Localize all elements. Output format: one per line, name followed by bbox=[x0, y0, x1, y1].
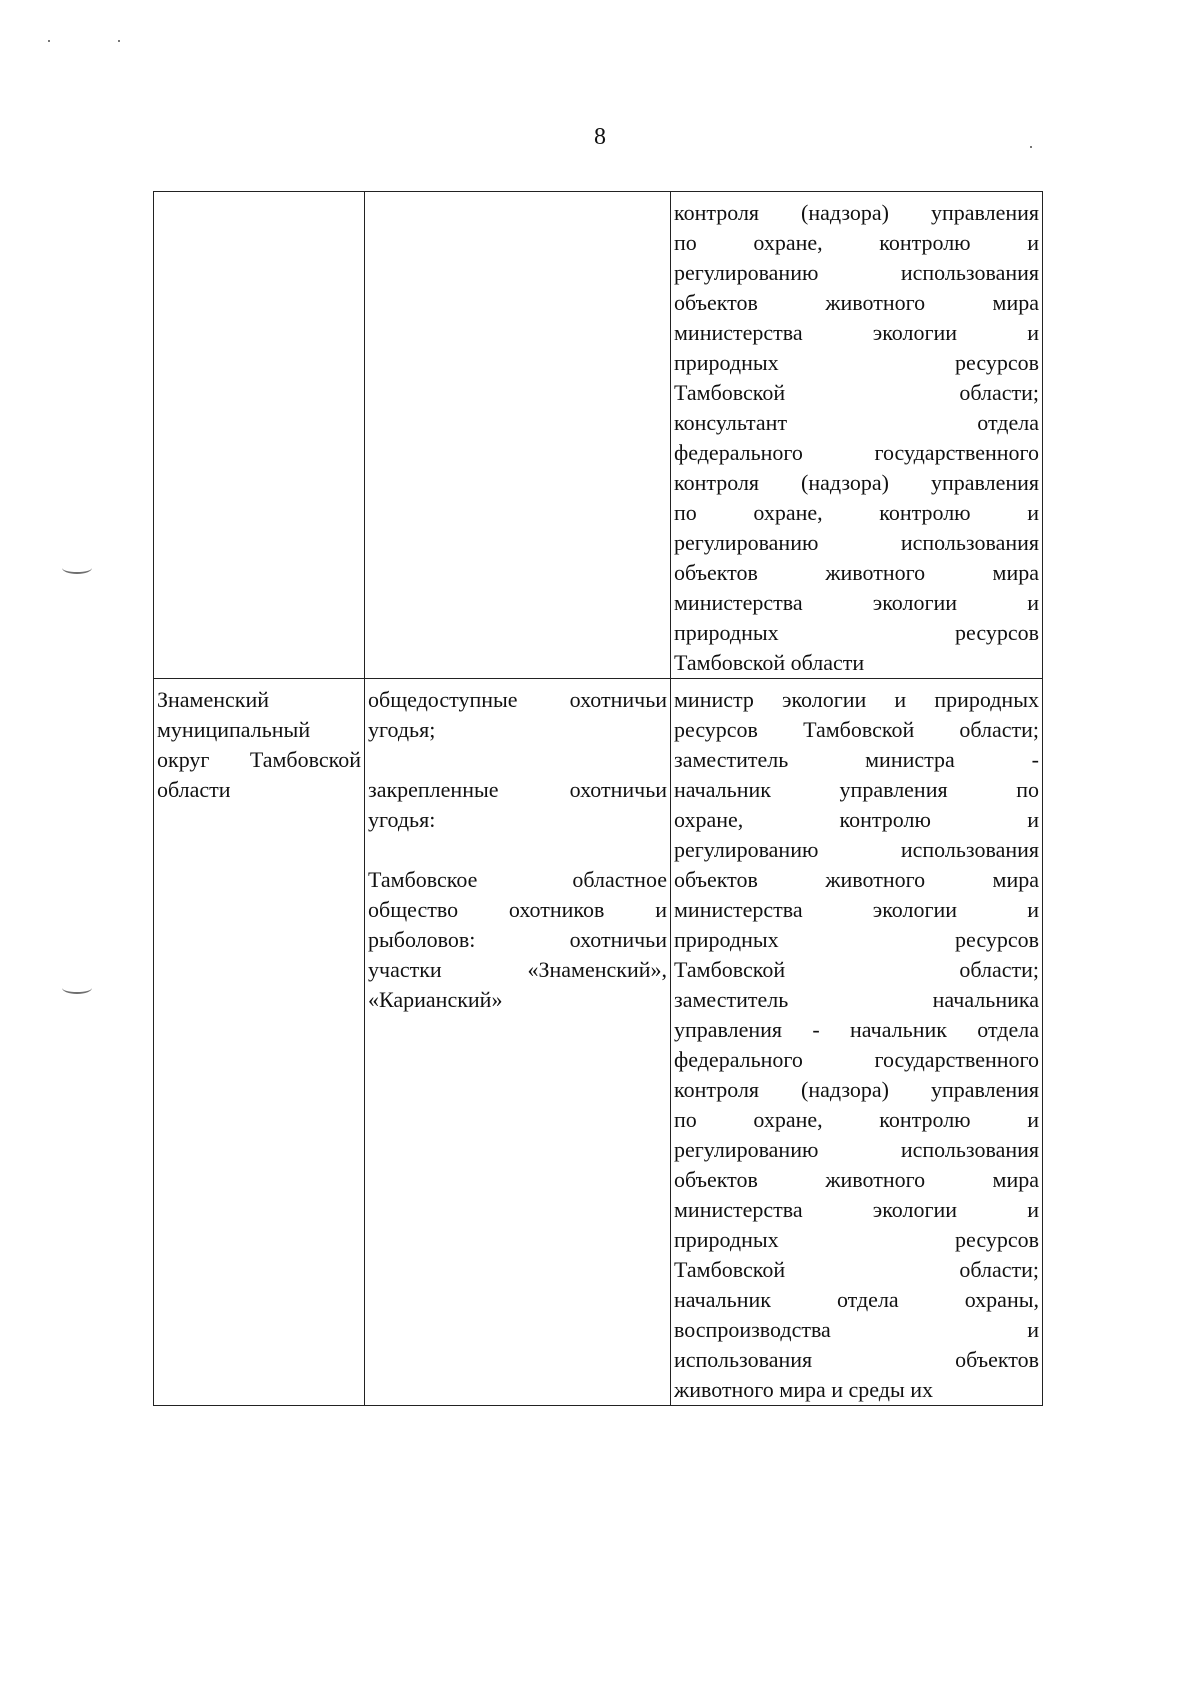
blank-line bbox=[368, 745, 667, 775]
text-line: контроля (надзора) управления bbox=[674, 470, 1039, 495]
text-line: Тамбовское областное bbox=[368, 867, 667, 892]
text-line: по охране, контролю и bbox=[674, 1107, 1039, 1132]
text-line: заместитель министра - bbox=[674, 747, 1039, 772]
scan-mark bbox=[62, 562, 92, 574]
text-line: федерального государственного bbox=[674, 440, 1039, 465]
text-line: министерства экологии и bbox=[674, 590, 1039, 615]
text-line: использования объектов bbox=[674, 1347, 1039, 1372]
text-line: области bbox=[157, 777, 231, 802]
text-line: федерального государственного bbox=[674, 1047, 1039, 1072]
text-line: ресурсов Тамбовской области; bbox=[674, 717, 1039, 742]
officials-text bbox=[671, 679, 1042, 1405]
text-line: общедоступные охотничьи bbox=[368, 687, 667, 712]
text-line: воспроизводства и bbox=[674, 1317, 1039, 1342]
text-line: контроля (надзора) управления bbox=[674, 200, 1039, 225]
text-line: министр экологии и природных bbox=[674, 687, 1039, 712]
cell-officials bbox=[671, 192, 1043, 679]
responsibility-table bbox=[153, 191, 1043, 1406]
text-line: министерства экологии и bbox=[674, 1197, 1039, 1222]
text-line: угодья; bbox=[368, 717, 436, 742]
blank-line bbox=[368, 835, 667, 865]
text-line: участки «Знаменский», bbox=[368, 957, 667, 982]
scan-mark bbox=[62, 982, 92, 994]
page-number: 8 bbox=[594, 124, 606, 150]
text-line: регулированию использования bbox=[674, 1137, 1039, 1162]
text-line: по охране, контролю и bbox=[674, 500, 1039, 525]
text-line: Тамбовской области; bbox=[674, 380, 1039, 405]
text-line: Тамбовской области; bbox=[674, 1257, 1039, 1282]
text-line: охране, контролю и bbox=[674, 807, 1039, 832]
text-line: контроля (надзора) управления bbox=[674, 1077, 1039, 1102]
text-line: министерства экологии и bbox=[674, 320, 1039, 345]
text-line: Знаменский bbox=[157, 687, 270, 712]
text-line: объектов животного мира bbox=[674, 560, 1039, 585]
text-line: природных ресурсов bbox=[674, 927, 1039, 952]
text-line: начальник управления по bbox=[674, 777, 1039, 802]
scan-dot bbox=[48, 40, 50, 42]
text-line: природных ресурсов bbox=[674, 1227, 1039, 1252]
cell-territory bbox=[154, 679, 365, 1406]
text-line: министерства экологии и bbox=[674, 897, 1039, 922]
text-line: общество охотников и bbox=[368, 897, 667, 922]
text-line: природных ресурсов bbox=[674, 350, 1039, 375]
scan-dot bbox=[1030, 146, 1032, 148]
officials-text bbox=[671, 192, 1042, 678]
text-line: регулированию использования bbox=[674, 260, 1039, 285]
text-line: регулированию использования bbox=[674, 530, 1039, 555]
text-line: животного мира и среды их bbox=[674, 1377, 934, 1402]
territory-text bbox=[154, 679, 364, 805]
scan-dot bbox=[118, 40, 120, 42]
text-line: муниципальный bbox=[157, 717, 311, 742]
cell-hunting-grounds bbox=[365, 679, 671, 1406]
text-line: рыболовов: охотничьи bbox=[368, 927, 667, 952]
text-line: природных ресурсов bbox=[674, 620, 1039, 645]
table-row-znamensky bbox=[154, 679, 1043, 1406]
text-line: Тамбовской области; bbox=[674, 957, 1039, 982]
text-line: закрепленные охотничьи bbox=[368, 777, 667, 802]
text-line: консультант отдела bbox=[674, 410, 1039, 435]
text-line: объектов животного мира bbox=[674, 867, 1039, 892]
hunting-grounds-text bbox=[365, 679, 670, 1015]
table-row-continuation bbox=[154, 192, 1043, 679]
text-line: округ Тамбовской bbox=[157, 747, 361, 772]
cell-territory-empty bbox=[154, 192, 365, 679]
text-line: «Карианский» bbox=[368, 987, 503, 1012]
cell-grounds-empty bbox=[365, 192, 671, 679]
text-line: Тамбовской области bbox=[674, 650, 865, 675]
text-line: объектов животного мира bbox=[674, 1167, 1039, 1192]
text-line: заместитель начальника bbox=[674, 987, 1039, 1012]
text-line: регулированию использования bbox=[674, 837, 1039, 862]
text-line: угодья: bbox=[368, 807, 436, 832]
text-line: начальник отдела охраны, bbox=[674, 1287, 1039, 1312]
cell-officials bbox=[671, 679, 1043, 1406]
text-line: управления - начальник отдела bbox=[674, 1017, 1039, 1042]
text-line: по охране, контролю и bbox=[674, 230, 1039, 255]
text-line: объектов животного мира bbox=[674, 290, 1039, 315]
